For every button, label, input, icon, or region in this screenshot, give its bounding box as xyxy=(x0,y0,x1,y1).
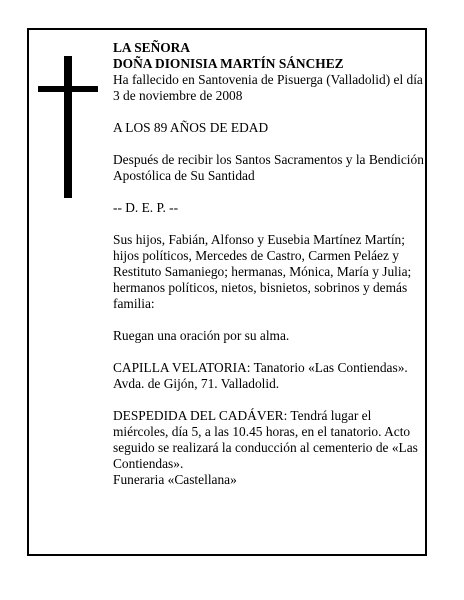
cross-horizontal-bar xyxy=(38,86,98,92)
prayer-line: Ruegan una oración por su alma. xyxy=(113,328,290,343)
age-line: A LOS 89 AÑOS DE EDAD xyxy=(113,120,269,135)
cross-vertical-bar xyxy=(64,56,72,198)
obituary-text xyxy=(113,40,425,488)
latin-cross-icon xyxy=(38,56,98,198)
title-line: LA SEÑORA xyxy=(113,40,191,55)
funeral-home-line: Funeraria «Castellana» xyxy=(113,472,237,487)
death-statement: Ha fallecido en Santovenia de Pisuerga (Valladolid) el día 3 de noviembre de 2008 xyxy=(113,72,423,103)
farewell-paragraph: DESPEDIDA DEL CADÁVER: Tendrá lugar el miércoles, día 5, a las 10.45 horas, en el tanatorio. Acto seguido se realizará la conducción al cementerio de «Las Contiendas». xyxy=(113,408,418,471)
rip-line: -- D. E. P. -- xyxy=(113,200,179,215)
sacraments-line: Después de recibir los Santos Sacramentos y la Bendición Apostólica de Su Santidad xyxy=(113,152,424,183)
deceased-name: DOÑA DIONISIA MARTÍN SÁNCHEZ xyxy=(113,56,344,71)
chapel-paragraph: CAPILLA VELATORIA: Tanatorio «Las Contiendas». Avda. de Gijón, 71. Valladolid. xyxy=(113,360,408,391)
family-paragraph: Sus hijos, Fabián, Alfonso y Eusebia Martínez Martín; hijos políticos, Mercedes de Castro, Carmen Peláez y Restituto Samaniego; hermanas, Mónica, María y Julia; hermanos políticos, nietos, bisnietos, sobrinos y demás familia: xyxy=(113,232,412,311)
